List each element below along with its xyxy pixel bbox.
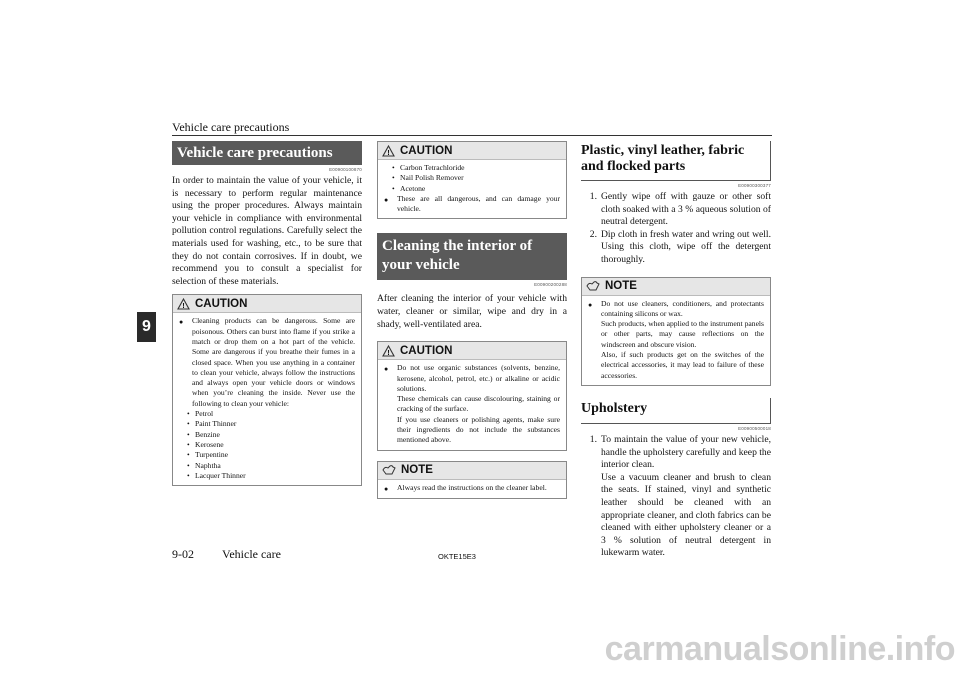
caution-label: CAUTION [195, 297, 248, 310]
note-label: NOTE [401, 464, 433, 477]
note-text: Always read the instructions on the cleaner label. [397, 482, 547, 492]
column-2 [377, 141, 567, 499]
bullet-icon: ● [384, 484, 389, 493]
upholstery-title: Upholstery [581, 398, 771, 424]
intro-paragraph: In order to maintain the value of your vehicle, it is necessary to perform regular maintenance using the proper procedures. Always maintain your vehicle in compliance with environmental pollution control regulations. Carefully select the materials used for washing, etc., to be sure that they do not contain corrosives. If in doubt, we recommend you to consult a specialist for selection of these materials. [172, 175, 362, 287]
watermark: carmanualsonline.info [604, 630, 955, 668]
caution-box-continued [377, 141, 567, 219]
list-item: • Nail Polish Remover [384, 173, 560, 183]
note-text: Such products, when applied to the instrument panels or other parts, may cause reflections on the windscreen and obscure vision. [601, 319, 764, 349]
note-header [378, 462, 566, 480]
step-item: 1. To maintain the value of your new vehicle, handle the upholstery carefully and keep the interior clean. Use a vacuum cleaner and brush to clean the seats. If stained, vinyl and synthetic leather should be cleaned with an appropriate cleaner, and cloth fabrics can be cleaned with either upholstery cleaner or a 3 % solution of neutral detergent in lukewarm water. [589, 433, 771, 559]
step-text: Use a vacuum cleaner and brush to clean the seats. If stained, vinyl and synthetic leather should be cleaned with an appropriate cleaner, and cloth fabrics can be cleaned with either upholstery cleaner or a 3 % solution of neutral detergent in lukewarm water. [601, 471, 771, 559]
note-box [377, 461, 567, 499]
svg-text:!: ! [182, 302, 185, 310]
section-code: E00900200288 [534, 282, 567, 288]
list-item: • Lacquer Thinner [179, 471, 355, 481]
note-text: Do not use cleaners, conditioners, and protectants containing silicons or wax. [601, 298, 764, 318]
caution-label: CAUTION [400, 344, 453, 357]
bullet-icon: ● [384, 365, 389, 374]
section-code: E00900100870 [329, 167, 362, 172]
bullet-icon: ● [179, 318, 184, 327]
footer-code: OKTE15E3 [438, 552, 476, 561]
caution-box [377, 341, 567, 450]
running-head: Vehicle care precautions [172, 120, 290, 134]
page-number: 9-02 [172, 547, 194, 561]
warning-triangle-icon [382, 345, 395, 357]
bullet-icon: ● [384, 195, 389, 204]
caution-box [172, 294, 362, 486]
upholstery-steps [581, 434, 771, 560]
list-item: • Carbon Tetrachloride [384, 163, 560, 173]
list-item: • Petrol [179, 409, 355, 419]
caution-text: Do not use organic substances (solvents, benzine, kerosene, alcohol, petrol, etc.) or alkaline or acidic solutions. [397, 363, 560, 393]
section-code: E00900500018 [738, 425, 771, 431]
intro-paragraph: After cleaning the interior of your vehicle with water, cleaner or similar, wipe and dry in a shady, well-ventilated area. [377, 293, 567, 330]
caution-text: Cleaning products can be dangerous. Some are poisonous. Others can burst into flame if you strike a match or drop them on a hot part of the vehicle. Some are dangerous if you breathe their fumes in a closed space. When you use anything in a container to clean your vehicle, always follow the instructions and always open your vehicle doors or windows when you’re cleaning the inside. Never use the following to clean your vehicle: [192, 316, 355, 408]
warning-triangle-icon [177, 298, 190, 310]
section-title: Plastic, vinyl leather, fabric and flocked parts [581, 141, 771, 181]
svg-text:!: ! [387, 149, 390, 157]
section-code: E00900300377 [738, 183, 771, 188]
caution-header [378, 342, 566, 360]
step-item: 1. Gently wipe off with gauze or other soft cloth soaked with a 3 % aqueous solution of neutral detergent. [589, 191, 771, 228]
caution-label: CAUTION [400, 144, 453, 157]
header-rule [172, 135, 772, 136]
caution-text: These chemicals can cause discolouring, staining or cracking of the surface. [397, 394, 560, 414]
section-title: Cleaning the interior of your vehicle [377, 233, 567, 280]
list-item: • Naphtha [179, 461, 355, 471]
warning-triangle-icon [382, 145, 395, 157]
column-1 [172, 141, 362, 486]
step-text: To maintain the value of your new vehicle, handle the upholstery carefully and keep the interior clean. [601, 433, 771, 471]
steps-list [581, 191, 771, 267]
caution-text: If you use cleaners or polishing agents, make sure their ingredients do not include the substances mentioned above. [397, 414, 560, 445]
note-label: NOTE [605, 280, 637, 293]
section-title: Vehicle care precautions [172, 141, 362, 165]
note-hand-icon [586, 280, 600, 292]
caution-text: These are all dangerous, and can damage your vehicle. [397, 193, 560, 214]
list-item: • Acetone [384, 184, 560, 194]
note-header [582, 278, 770, 296]
caution-header [173, 295, 361, 313]
note-box [581, 277, 771, 386]
caution-header [378, 142, 566, 160]
list-item: • Turpentine [179, 450, 355, 460]
list-item: • Paint Thinner [179, 419, 355, 429]
note-hand-icon [382, 464, 396, 476]
footer-section: Vehicle care [222, 547, 281, 561]
bullet-icon: ● [588, 300, 593, 309]
chapter-tab: 9 [137, 312, 156, 342]
note-text: Also, if such products get on the switches of the electrical accessories, it may lead to failure of these accessories. [601, 350, 764, 380]
list-item: • Benzine [179, 430, 355, 440]
step-item: 2. Dip cloth in fresh water and wring out well. Using this cloth, wipe off the detergent thoroughly. [589, 228, 771, 265]
column-3 [581, 141, 771, 560]
list-item: • Kerosene [179, 440, 355, 450]
svg-text:!: ! [387, 349, 390, 357]
